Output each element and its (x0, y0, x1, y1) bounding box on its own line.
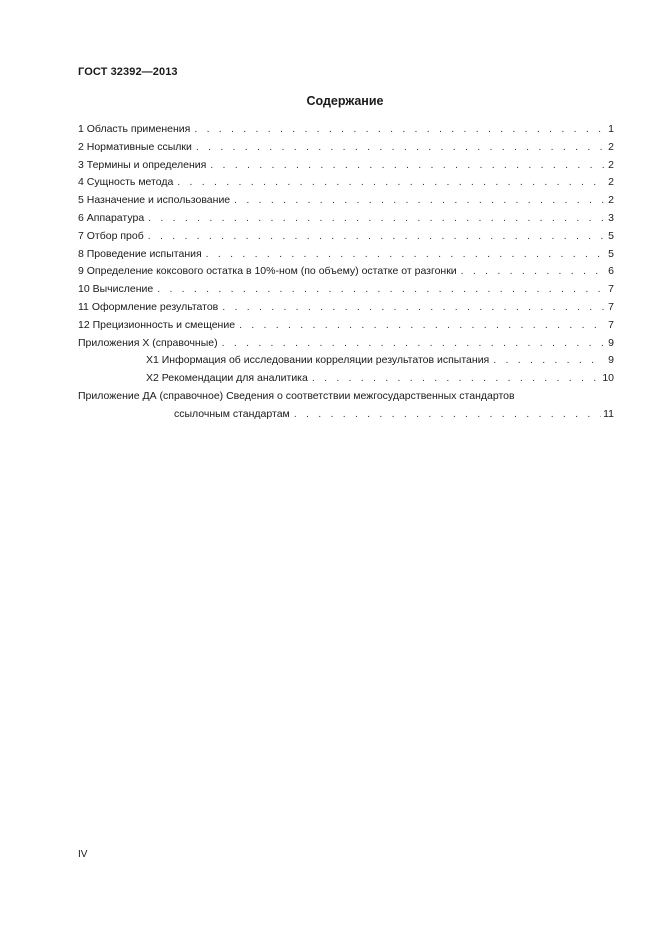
toc-entry-page: 2 (608, 194, 614, 207)
toc-title: Содержание (306, 94, 384, 108)
toc-entry-page: 2 (608, 158, 614, 171)
toc-entry-label: 10 Вычисление (78, 283, 154, 296)
toc-entry-page: 6 (608, 265, 614, 278)
toc-leader-dots (208, 157, 604, 175)
toc-entry-label: 8 Проведение испытания (78, 247, 202, 260)
toc-entry-page: 10 (602, 372, 614, 385)
toc-leader-dots (146, 228, 604, 246)
toc-leader-dots (459, 263, 604, 281)
toc-entry-page: 9 (608, 354, 614, 367)
toc-entry-page: 11 (603, 407, 614, 420)
table-of-contents (78, 121, 614, 424)
toc-leader-dots (310, 370, 600, 388)
toc-entry[interactable] (78, 228, 614, 246)
toc-entry-page: 2 (608, 140, 614, 153)
toc-entry[interactable] (78, 299, 614, 317)
toc-leader-dots (237, 317, 604, 335)
toc-entry-label: ссылочным стандартам (174, 407, 290, 420)
toc-leader-dots (220, 335, 604, 353)
toc-entry[interactable] (78, 174, 614, 192)
toc-entry-label: 5 Назначение и использование (78, 194, 231, 207)
toc-entry-label: Приложения Х (справочные) (78, 336, 218, 349)
toc-leader-dots (175, 174, 604, 192)
toc-entry-page: 3 (608, 211, 614, 224)
toc-leader-dots (292, 406, 601, 424)
toc-entry[interactable] (78, 335, 614, 353)
toc-entry[interactable] (78, 317, 614, 335)
toc-entry-label: 2 Нормативные ссылки (78, 140, 192, 153)
toc-entry-page: 7 (608, 318, 614, 331)
toc-entry[interactable] (78, 246, 614, 264)
toc-leader-dots (192, 121, 604, 139)
toc-entry[interactable] (78, 121, 614, 139)
toc-entry[interactable] (78, 210, 614, 228)
page-number: IV (78, 849, 88, 860)
toc-entry[interactable] (78, 157, 614, 175)
toc-entry-label: 4 Сущность метода (78, 176, 174, 189)
toc-entry-label: 6 Аппаратура (78, 211, 145, 224)
toc-entry-page: 2 (608, 176, 614, 189)
toc-leader-dots (491, 352, 604, 370)
toc-entry-label: Х2 Рекомендации для аналитика (146, 372, 308, 385)
toc-entry-page: 7 (608, 300, 614, 313)
toc-entry-label: 3 Термины и определения (78, 158, 207, 171)
toc-leader-dots (194, 139, 604, 157)
toc-leader-dots (220, 299, 604, 317)
toc-entry-label: 12 Прецизионность и смещение (78, 318, 236, 331)
toc-leader-dots (146, 210, 604, 228)
toc-entry-label: 1 Область применения (78, 123, 191, 135)
toc-entry-page: 5 (608, 229, 614, 242)
toc-entry-page: 7 (608, 283, 614, 296)
toc-leader-dots (232, 192, 604, 210)
toc-entry-label: 9 Определение коксового остатка в 10%-ном (по объему) остатке от разгонки (78, 265, 457, 278)
toc-entry-page: 1 (608, 123, 614, 135)
toc-appendix-entry[interactable] (78, 388, 614, 406)
toc-entry-label: 11 Оформление результатов (78, 300, 219, 313)
toc-entry-label: Х1 Информация об исследовании корреляции результатов испытания (146, 354, 490, 367)
toc-entry[interactable] (78, 139, 614, 157)
toc-entry-label: 7 Отбор проб (78, 229, 144, 242)
toc-leader-dots (204, 246, 604, 264)
toc-sub-entry[interactable] (78, 352, 614, 370)
toc-entry-page: 9 (608, 336, 614, 349)
toc-entry[interactable] (78, 192, 614, 210)
toc-entry[interactable] (78, 263, 614, 281)
toc-appendix-continuation[interactable] (78, 406, 614, 424)
toc-entry[interactable] (78, 281, 614, 299)
toc-entry-label: Приложение ДА (справочное) Сведения о соответствии межгосударственных стандартов (78, 389, 515, 402)
toc-leader-dots (155, 281, 604, 299)
toc-sub-entry[interactable] (78, 370, 614, 388)
document-code: ГОСТ 32392—2013 (78, 66, 178, 78)
toc-entry-page: 5 (608, 247, 614, 260)
